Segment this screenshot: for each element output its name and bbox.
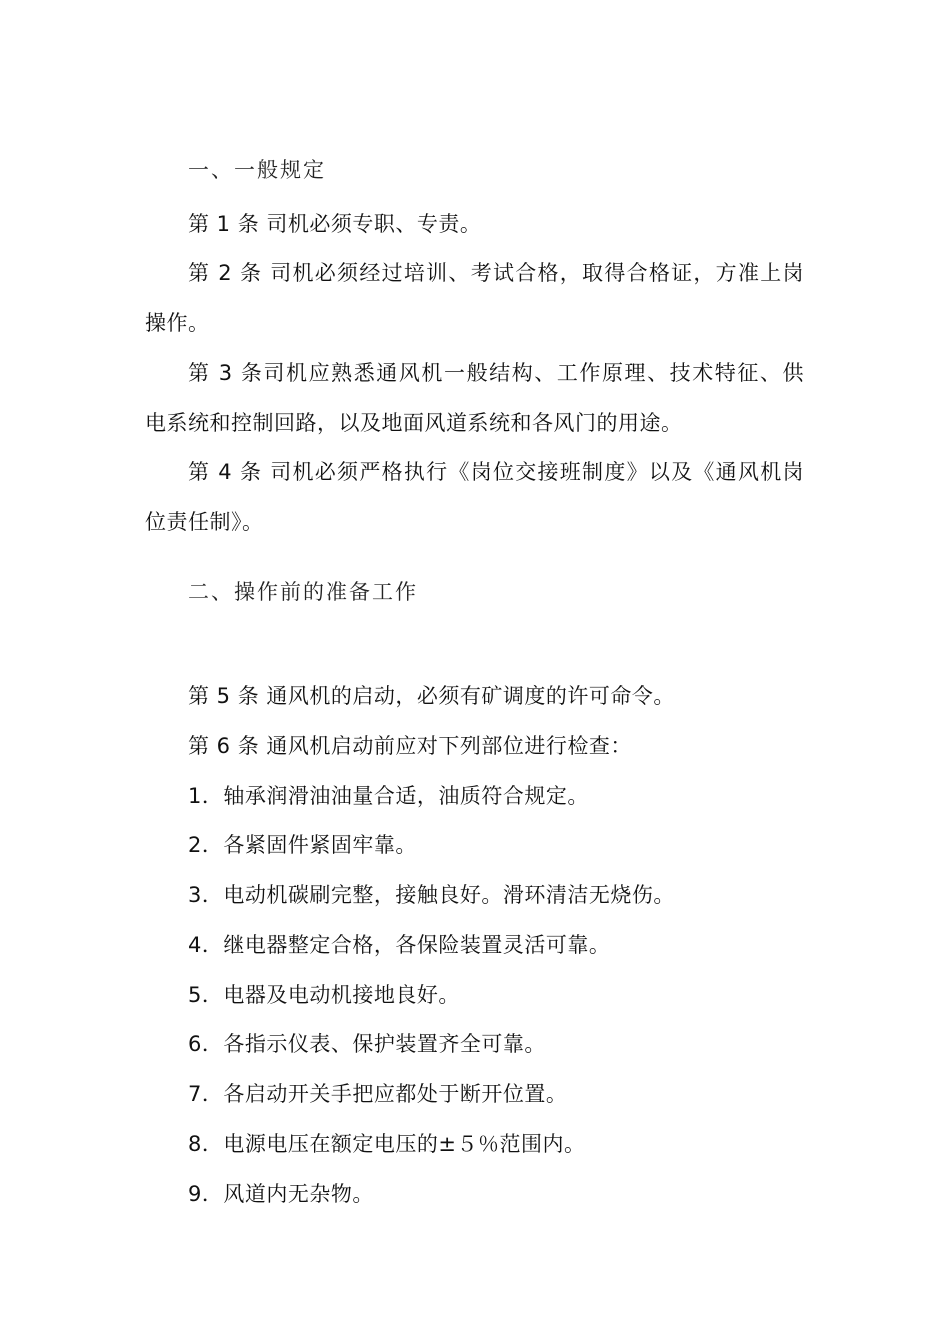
checklist-item: 5．电器及电动机接地良好。 — [188, 983, 460, 1007]
checklist-item: 7．各启动开关手把应都处于断开位置。 — [188, 1082, 568, 1106]
article-2-line-1: 第 2 条 司机必须经过培训、考试合格，取得合格证，方准上岗 — [188, 261, 804, 285]
article-3-line-2: 电系统和控制回路，以及地面风道系统和各风门的用途。 — [145, 411, 683, 435]
article-1: 第 1 条 司机必须专职、专责。 — [188, 212, 482, 236]
checklist-item: 2．各紧固件紧固牢靠。 — [188, 833, 417, 857]
article-6: 第 6 条 通风机启动前应对下列部位进行检查： — [188, 734, 632, 758]
checklist-item: 3．电动机碳刷完整，接触良好。滑环清洁无烧伤。 — [188, 883, 675, 907]
checklist-item: 4．继电器整定合格，各保险装置灵活可靠。 — [188, 933, 611, 957]
section-heading-general: 一、一般规定 — [188, 158, 326, 182]
article-5: 第 5 条 通风机的启动，必须有矿调度的许可命令。 — [188, 684, 675, 708]
checklist-item: 9．风道内无杂物。 — [188, 1182, 374, 1206]
checklist-item: 1．轴承润滑油油量合适，油质符合规定。 — [188, 784, 589, 808]
checklist-item: 6．各指示仪表、保护装置齐全可靠。 — [188, 1032, 546, 1056]
section-heading-preparation: 二、操作前的准备工作 — [188, 580, 418, 604]
article-2-line-2: 操作。 — [145, 311, 210, 335]
article-3-line-1: 第 3 条司机应熟悉通风机一般结构、工作原理、技术特征、供 — [188, 361, 804, 385]
checklist-item: 8．电源电压在额定电压的±５％范围内。 — [188, 1132, 586, 1156]
article-4-line-2: 位责任制》。 — [145, 510, 264, 534]
article-4-line-1: 第 4 条 司机必须严格执行《岗位交接班制度》以及《通风机岗 — [188, 460, 804, 484]
